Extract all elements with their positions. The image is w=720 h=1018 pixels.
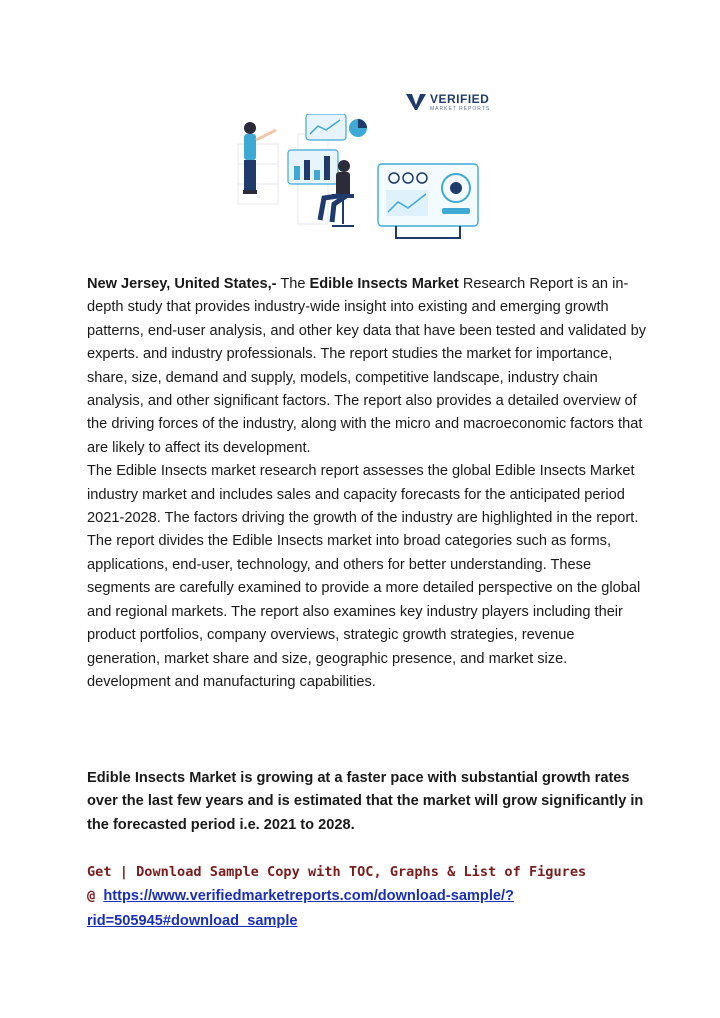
cta-at-symbol: @ bbox=[87, 888, 104, 905]
intro-paragraph bbox=[87, 273, 647, 460]
location-label: New Jersey, United States,- bbox=[87, 276, 277, 292]
brand-logo bbox=[406, 92, 490, 112]
download-sample-link[interactable]: https://www.verifiedmarketreports.com/download-sample/?rid=505945#download_sample bbox=[87, 888, 514, 929]
download-cta bbox=[87, 861, 647, 933]
logo-tagline: MARKET REPORTS bbox=[430, 105, 491, 112]
growth-highlight: Edible Insects Market is growing at a faster pace with substantial growth rates over the last few years and is estimated that the market will grow significantly in the forecasted period i.e. 2021 to 2028. bbox=[87, 770, 644, 833]
cta-label: Get | Download Sample Copy with TOC, Graphs & List of Figures bbox=[87, 864, 587, 880]
logo-name: VERIFIED bbox=[430, 91, 490, 106]
verified-v-logo-icon bbox=[406, 92, 426, 112]
report-body bbox=[87, 273, 647, 694]
header-illustration bbox=[228, 84, 504, 244]
business-analytics-illustration bbox=[228, 114, 504, 244]
description-paragraph: The Edible Insects market research report assesses the global Edible Insects Market industry market and includes sales and capacity forecasts for the anticipated period 2021-2028. The factors driving the growth of the industry are highlighted in the report. The report divides the Edible Insects market into broad categories such as forms, applications, end-user, technology, and others for better understanding. These segments are carefully examined to provide a more detailed perspective on the global and regional markets. The report also examines key industry players including their product portfolios, company overviews, strategic growth strategies, revenue generation, market share and size, geographic presence, and market size. development and manufacturing capabilities. bbox=[87, 463, 641, 690]
market-name: Edible Insects Market bbox=[309, 276, 459, 292]
intro-rest: Research Report is an in-depth study that provides industry-wide insight into existing and emerging growth patterns, end-user analysis, and other key data that have been tested and validated by experts. and industry professionals. The report studies the market for importance, share, size, demand and supply, models, competitive landscape, industry chain analysis, and other significant factors. The report also provides a detailed overview of the driving forces of the industry, along with the micro and macroeconomic factors that are likely to affect its development. bbox=[87, 276, 646, 456]
intro-pre-title: The bbox=[276, 276, 310, 292]
